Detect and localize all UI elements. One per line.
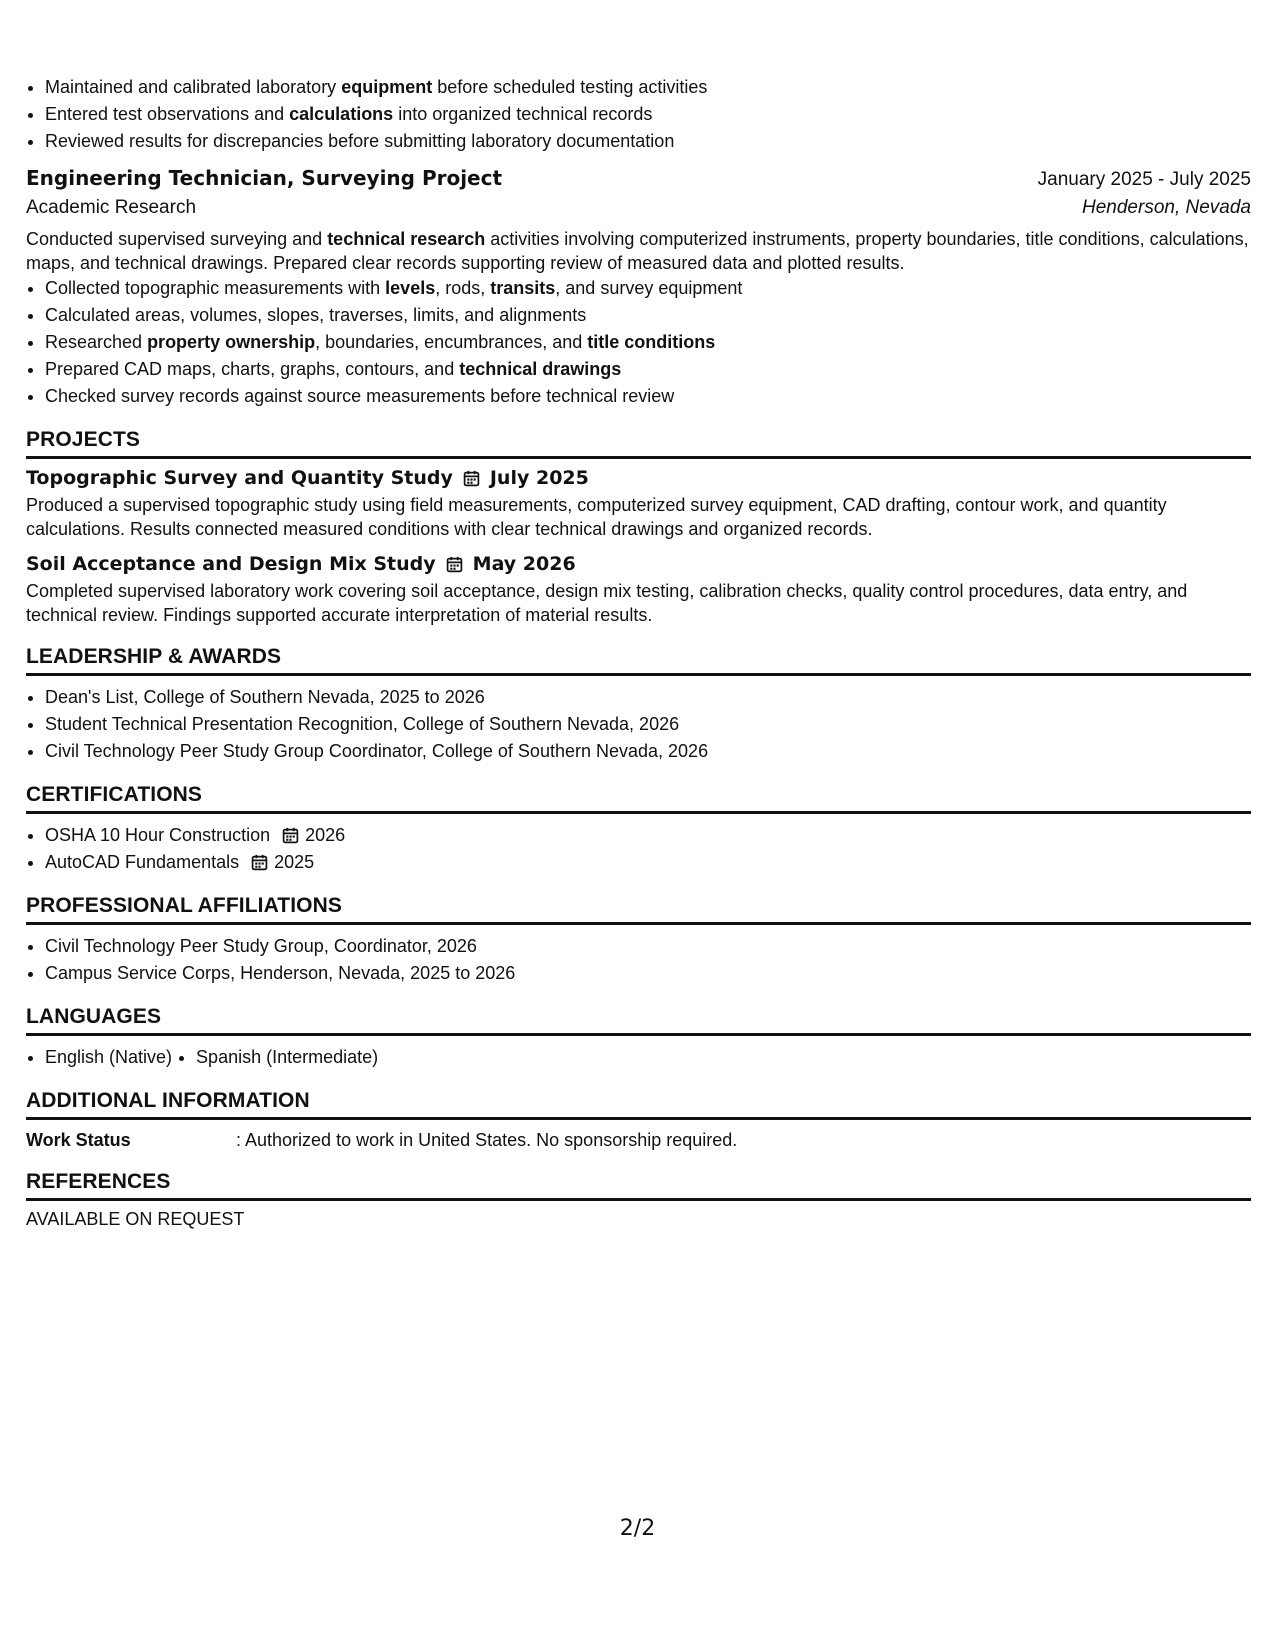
intro-bullet-list [26,74,1251,155]
list-item: • Collected topographic measurements with levels, rods, transits, and survey equipment [45,275,1251,302]
work-status-row [26,1128,1251,1152]
role-dates: January 2025 - July 2025 [1037,169,1251,190]
list-item: • English (Native) [45,1044,172,1071]
certification-year: 2025 [274,852,315,872]
list-item: • Spanish (Intermediate) [196,1044,378,1071]
project-date: May 2026 [472,553,576,575]
list-item: • Maintained and calibrated laboratory equipment before scheduled testing activities [45,74,1251,101]
section-heading-leadership: LEADERSHIP & AWARDS [26,645,1251,676]
role-bullet-list [26,275,1251,410]
project-title: Topographic Survey and Quantity Study [26,467,453,489]
work-status-value: : Authorized to work in United States. No sponsorship required. [236,1130,738,1150]
work-status-label: Work Status [26,1130,131,1150]
certifications-list [26,822,1251,876]
calendar-icon [251,854,268,871]
list-item: • Checked survey records against source measurements before technical review [45,383,1251,410]
role-summary: Conducted supervised surveying and technical research activities involving computerized instruments, property boundaries, title conditions, calculations, maps, and technical drawings. Prepared clear records supporting review of measured data and plotted results. [26,229,1249,273]
list-item: • Campus Service Corps, Henderson, Nevada, 2025 to 2026 [45,960,1251,987]
references-text: AVAILABLE ON REQUEST [26,1209,245,1229]
project-description: Produced a supervised topographic study using field measurements, computerized survey equipment, CAD drafting, contour work, and quantity calculations. Results connected measured conditions with clear technical drawings and organized records. [26,495,1167,539]
calendar-icon [463,470,480,487]
resume-page [26,74,1251,1230]
project-header [26,553,1251,575]
certification-name: • OSHA 10 Hour Construction [45,825,271,845]
list-item: • Dean's List, College of Southern Nevada, 2025 to 2026 [45,684,1251,711]
role-header [26,166,1251,191]
section-heading-additional: ADDITIONAL INFORMATION [26,1089,1251,1120]
list-item [45,822,1251,849]
certification-name: • AutoCAD Fundamentals [45,852,240,872]
section-heading-certifications: CERTIFICATIONS [26,783,1251,814]
calendar-icon [446,556,463,573]
list-item [45,849,1251,876]
project-description: Completed supervised laboratory work covering soil acceptance, design mix testing, calibration checks, quality control procedures, data entry, and technical review. Findings supported accurate interpretation of material results. [26,581,1188,625]
list-item: • Civil Technology Peer Study Group Coordinator, College of Southern Nevada, 2026 [45,738,1251,765]
list-item: • Researched property ownership, boundaries, encumbrances, and title conditions [45,329,1251,356]
list-item: • Entered test observations and calculations into organized technical records [45,101,1251,128]
role-organization: Academic Research [26,197,197,218]
project-header [26,467,1251,489]
section-heading-projects: PROJECTS [26,428,1251,459]
role-title: Engineering Technician, Surveying Project [26,166,503,190]
page-number: 2/2 [619,1516,656,1541]
list-item: • Calculated areas, volumes, slopes, traverses, limits, and alignments [45,302,1251,329]
languages-list [26,1044,1251,1071]
list-item: • Student Technical Presentation Recognition, College of Southern Nevada, 2026 [45,711,1251,738]
list-item: • Reviewed results for discrepancies before submitting laboratory documentation [45,128,1251,155]
section-heading-languages: LANGUAGES [26,1005,1251,1036]
leadership-list [26,684,1251,765]
certification-year: 2026 [305,825,346,845]
section-heading-affiliations: PROFESSIONAL AFFILIATIONS [26,894,1251,925]
section-heading-references: REFERENCES [26,1170,1251,1201]
project-title: Soil Acceptance and Design Mix Study [26,553,436,575]
calendar-icon [282,827,299,844]
affiliations-list [26,933,1251,987]
list-item: • Civil Technology Peer Study Group, Coordinator, 2026 [45,933,1251,960]
role-location: Henderson, Nevada [1082,197,1251,218]
role-subheader [26,197,1251,219]
list-item: • Prepared CAD maps, charts, graphs, contours, and technical drawings [45,356,1251,383]
project-date: July 2025 [489,467,589,489]
